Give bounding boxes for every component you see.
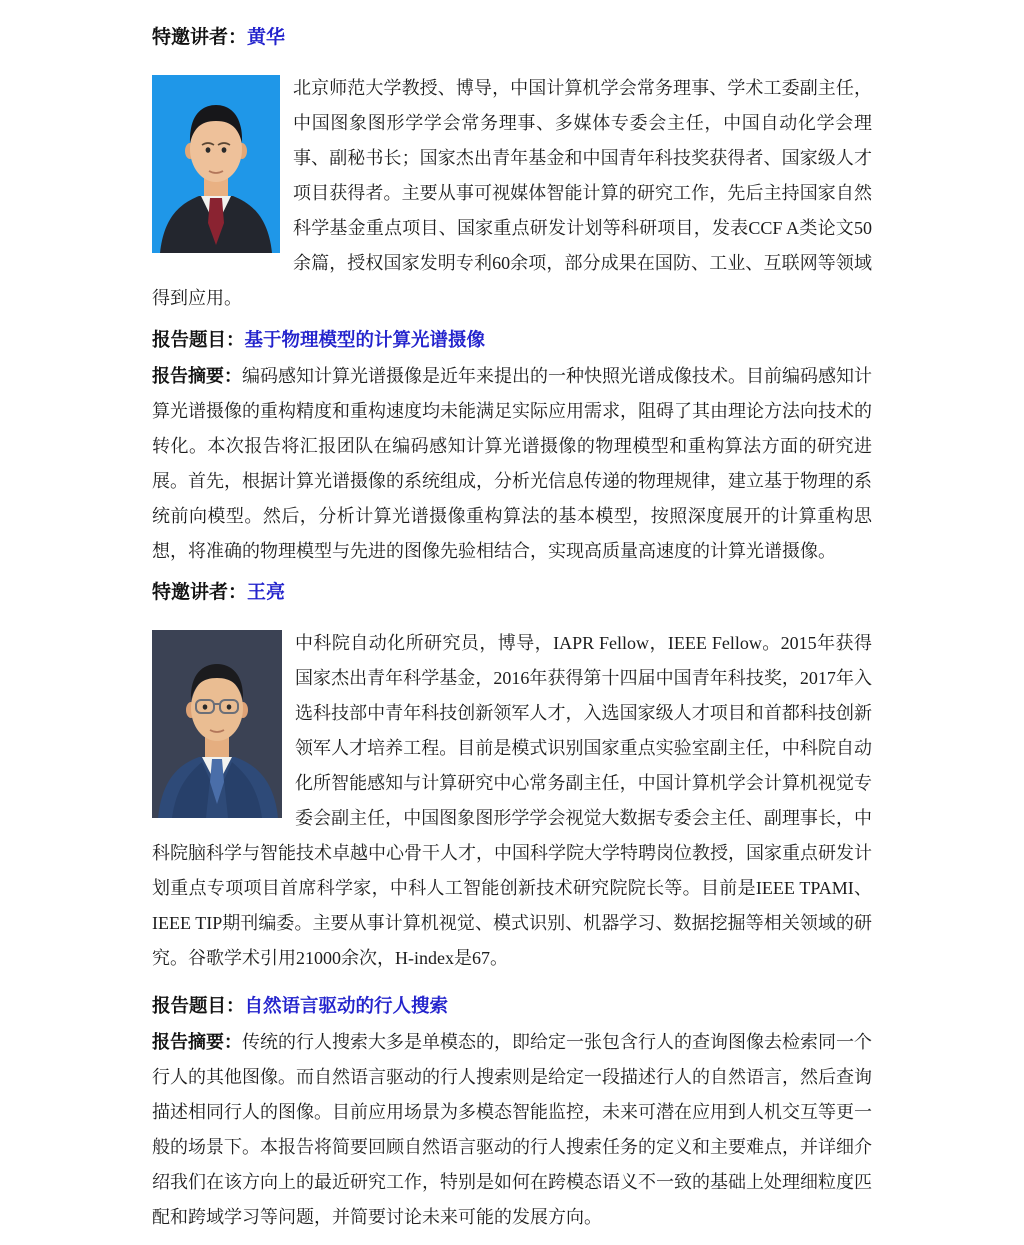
abstract-text: 编码感知计算光谱摄像是近年来提出的一种快照光谱成像技术。目前编码感知计算光谱摄像的重构精度和重构速度均未能满足实际应用需求，阻碍了其由理论方法向技术的转化。本次报告将汇报团队在编码感知计算光谱摄像的物理模型和重构算法方面的研究进展。首先，根据计算光谱摄像的系统组成，分析光信息传递的物理规律，建立基于物理的系统前向模型。然后，分析计算光谱摄像重构算法的基本模型，按照深度展开的计算重构思想，将准确的物理模型与先进的图像先验相结合，实现高质量高速度的计算光谱摄像。 [152,366,872,561]
talk-title-link[interactable]: 基于物理模型的计算光谱摄像 [244,331,486,351]
speaker-photo [152,75,280,253]
speaker-bio: 北京师范大学教授、博导，中国计算机学会常务理事、学术工委副主任，中国图象图形学学会常务理事、多媒体专委会主任，中国自动化学会理事、副秘书长；国家杰出青年基金和中国青年科技奖获得者、国家级人才项目获得者。主要从事可视媒体智能计算的研究工作，先后主持国家自然科学基金重点项目、国家重点研发计划等科研项目，发表CCF A类论文50余篇，授权国家发明专利60余项，部分成果在国防、工业、互联网等领域得到应用。 [152,78,872,308]
talk-title-link[interactable]: 自然语言驱动的行人搜索 [244,997,449,1017]
abstract-label: 报告摘要： [152,366,242,386]
speaker-heading [152,581,872,604]
abstract-label: 报告摘要： [152,1032,242,1052]
speaker-section-huang-hua [152,26,872,569]
talk-title-label: 报告题目： [152,331,245,351]
talk-abstract [152,1025,872,1235]
speaker-heading [152,26,872,49]
bio-block [152,626,872,976]
speaker-label: 特邀讲者： [152,582,248,603]
speaker-bio: 中科院自动化所研究员，博导，IAPR Fellow，IEEE Fellow。2015年获得国家杰出青年科学基金，2016年获得第十四届中国青年科技奖，2017年入选科技部中青年科技创新领军人才，入选国家级人才项目和首都科技创新领军人才培养工程。目前是模式识别国家重点实验室副主任，中科院自动化所智能感知与计算研究中心常务副主任，中国计算机学会计算机视觉专委会副主任，中国图象图形学学会视觉大数据专委会主任、副理事长，中科院脑科学与智能技术卓越中心骨干人才，中国科学院大学特聘岗位教授，国家重点研发计划重点专项项目首席科学家，中科人工智能创新技术研究院院长等。目前是IEEE TPAMI、IEEE TIP期刊编委。主要从事计算机视觉、模式识别、机器学习、数据挖掘等相关领域的研究。谷歌学术引用21000余次，H-index是67。 [152,633,872,968]
talk-title-line [152,324,872,359]
abstract-text: 传统的行人搜索大多是单模态的，即给定一张包含行人的查询图像去检索同一个行人的其他图像。而自然语言驱动的行人搜索则是给定一段描述行人的自然语言，然后查询描述相同行人的图像。目前应用场景为多模态智能监控，未来可潜在应用到人机交互等更一般的场景下。本报告将简要回顾自然语言驱动的行人搜索任务的定义和主要难点，并详细介绍我们在该方向上的最近研究工作，特别是如何在跨模态语义不一致的基础上处理细粒度匹配和跨域学习等问题，并简要讨论未来可能的发展方向。 [152,1032,872,1227]
talk-title-label: 报告题目： [152,997,245,1017]
talk-abstract [152,359,872,569]
bio-block [152,71,872,316]
speaker-label: 特邀讲者： [152,27,248,48]
speaker-portrait-illustration [152,75,280,253]
speaker-photo [152,630,282,818]
speaker-name-link[interactable]: 王亮 [247,582,286,603]
talk-title-line [152,990,872,1025]
speaker-name-link[interactable]: 黄华 [247,27,286,48]
speaker-portrait-illustration [152,630,282,818]
speaker-section-wang-liang [152,581,872,1235]
